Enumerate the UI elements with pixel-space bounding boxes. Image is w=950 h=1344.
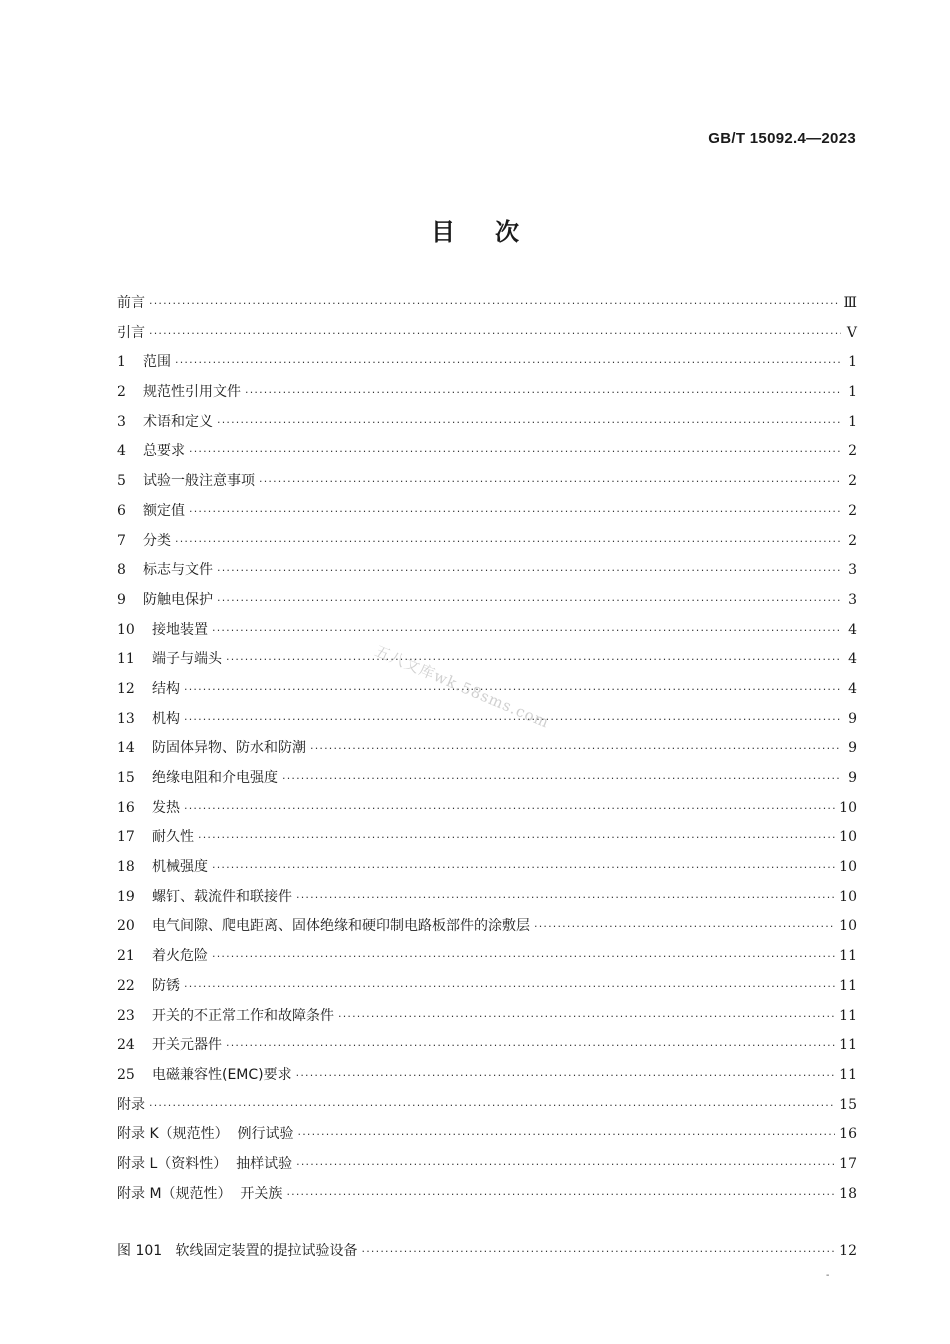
toc-entry[interactable] — [117, 856, 857, 886]
toc-entry-label: 防固体异物、防水和防潮 — [152, 740, 306, 757]
toc-entry[interactable] — [117, 292, 857, 322]
toc-entry-label: 附录 L（资料性） 抽样试验 — [117, 1155, 293, 1172]
toc-entry-page: 15 — [839, 1096, 857, 1113]
toc-entry-label: 机构 — [152, 710, 180, 727]
toc-entry-page: 9 — [848, 710, 857, 727]
leader-dots — [175, 535, 841, 548]
toc-entry[interactable] — [117, 1153, 857, 1183]
toc-entry[interactable] — [117, 945, 857, 975]
toc-entry-page: 10 — [839, 799, 857, 816]
toc-entry-number: 7 — [117, 532, 126, 549]
toc-entry-number: 16 — [117, 799, 135, 816]
toc-entry[interactable] — [117, 470, 857, 500]
toc-entry[interactable] — [117, 826, 857, 856]
toc-entry-number: 5 — [117, 473, 126, 490]
leader-dots — [212, 861, 835, 874]
toc-entry-number: 20 — [117, 918, 135, 935]
toc-entry[interactable] — [117, 530, 857, 560]
toc-entry-page: 1 — [848, 384, 857, 401]
toc-entry-page: 10 — [839, 888, 857, 905]
toc-entry-number: 14 — [117, 740, 135, 757]
leader-dots — [184, 683, 841, 696]
toc-entry-page: 11 — [839, 1007, 857, 1024]
toc-entry-label: 机械强度 — [152, 859, 208, 876]
toc-entry-page: 2 — [848, 473, 857, 490]
toc-entry-number: 19 — [117, 888, 135, 905]
toc-entry-number: 6 — [117, 502, 126, 519]
toc-entry-label: 防锈 — [152, 977, 180, 994]
toc-entry-label: 接地装置 — [152, 621, 208, 638]
toc-entry-number: 2 — [117, 384, 126, 401]
toc-entry-label: 开关元器件 — [152, 1037, 222, 1054]
leader-dots — [296, 891, 835, 904]
standard-code: GB/T 15092.4—2023 — [708, 130, 856, 147]
toc-entry-label: 端子与端头 — [152, 651, 222, 668]
page-title: 目次 — [431, 218, 559, 246]
toc-entry-number: 4 — [117, 443, 126, 460]
toc-entry-label: 防触电保护 — [143, 591, 213, 608]
toc-entry-page: 4 — [848, 680, 857, 697]
leader-dots — [149, 297, 839, 310]
toc-entry-number: 1 — [117, 354, 126, 371]
toc-entry-label: 螺钉、载流件和联接件 — [152, 888, 292, 905]
toc-entry-label: 开关的不正常工作和故障条件 — [152, 1007, 334, 1024]
toc-entry-page: 11 — [839, 1066, 857, 1083]
leader-dots — [534, 920, 835, 933]
leader-dots — [217, 594, 841, 607]
toc-entry-page: 10 — [839, 859, 857, 876]
toc-entry-number: 17 — [117, 829, 135, 846]
toc-entry[interactable] — [117, 1094, 857, 1124]
leader-dots — [217, 564, 841, 577]
leader-dots — [189, 505, 841, 518]
toc-entry-label: 着火危险 — [152, 948, 208, 965]
toc-entry-label: 术语和定义 — [143, 413, 213, 430]
toc-entry[interactable] — [117, 1005, 857, 1035]
leader-dots — [149, 327, 841, 340]
toc-entry-number: 25 — [117, 1066, 135, 1083]
toc-entry[interactable] — [117, 589, 857, 619]
leader-dots — [338, 1010, 835, 1023]
toc-entry-number: 8 — [117, 562, 126, 579]
toc-entry-label: 耐久性 — [152, 829, 194, 846]
leader-dots — [282, 772, 841, 785]
toc-entry-page: 1 — [848, 413, 857, 430]
toc-entry-label: 规范性引用文件 — [143, 384, 241, 401]
leader-dots — [310, 742, 841, 755]
toc-entry[interactable] — [117, 1183, 857, 1213]
leader-dots — [226, 653, 841, 666]
toc-entry-number: 18 — [117, 859, 135, 876]
toc-entry[interactable] — [117, 1123, 857, 1153]
toc-entry-page: 11 — [839, 1037, 857, 1054]
toc-entry[interactable] — [117, 648, 857, 678]
toc-entry-label: 额定值 — [143, 502, 185, 519]
leader-dots — [184, 802, 835, 815]
figure-list — [117, 1240, 857, 1270]
toc-entry-page: 3 — [848, 562, 857, 579]
toc-entry-page: 2 — [848, 502, 857, 519]
toc-entry-number: 10 — [117, 621, 135, 638]
toc-entry-page: 9 — [848, 740, 857, 757]
toc-entry[interactable] — [117, 500, 857, 530]
toc-entry-label: 发热 — [152, 799, 180, 816]
leader-dots — [217, 416, 841, 429]
toc-entry[interactable] — [117, 767, 857, 797]
toc-entry-page: 2 — [848, 532, 857, 549]
leader-dots — [212, 624, 841, 637]
leader-dots — [296, 1069, 836, 1082]
toc-entry-label: 附录 — [117, 1096, 145, 1113]
toc-entry[interactable] — [117, 411, 857, 441]
figure-entry[interactable] — [117, 1240, 857, 1270]
toc-entry[interactable] — [117, 915, 857, 945]
leader-dots — [286, 1188, 835, 1201]
leader-dots — [212, 950, 835, 963]
toc-entry-page: 11 — [839, 977, 857, 994]
toc-entry[interactable] — [117, 1064, 857, 1094]
toc-entry-label: 附录 M（规范性） 开关族 — [117, 1185, 283, 1202]
toc-entry-label: 电磁兼容性(EMC)要求 — [152, 1066, 292, 1083]
toc-entry-page: Ⅲ — [843, 295, 857, 311]
toc-entry-label: 附录 K（规范性） 例行试验 — [117, 1126, 294, 1143]
toc-entry-page: 3 — [848, 591, 857, 608]
toc-entry-page: Ⅴ — [846, 324, 857, 341]
figure-entry-label: 图 101 软线固定装置的提拉试验设备 — [117, 1243, 358, 1259]
toc-entry-number: 24 — [117, 1037, 135, 1054]
toc-entry-label: 绝缘电阻和介电强度 — [152, 770, 278, 786]
toc-entry-number: 3 — [117, 413, 126, 430]
toc-entry-label: 试验一般注意事项 — [143, 473, 255, 490]
toc-entry-number: 11 — [117, 651, 135, 668]
toc-entry[interactable] — [117, 797, 857, 827]
leader-dots — [226, 1039, 835, 1052]
toc-entry[interactable] — [117, 322, 857, 352]
toc-entry-label: 标志与文件 — [143, 562, 213, 579]
leader-dots — [184, 980, 835, 993]
toc-entry-page: 1 — [848, 354, 857, 371]
toc-entry-page: 9 — [848, 770, 857, 786]
leader-dots — [362, 1245, 836, 1258]
page-mark: - — [826, 1270, 830, 1281]
toc-entry-page: 10 — [839, 829, 857, 846]
table-of-contents — [117, 292, 857, 1212]
leader-dots — [245, 386, 841, 399]
toc-entry-label: 结构 — [152, 680, 180, 697]
toc-entry-label: 引言 — [117, 324, 145, 341]
toc-entry-number: 23 — [117, 1007, 135, 1024]
toc-entry[interactable] — [117, 559, 857, 589]
toc-entry-page: 4 — [848, 651, 857, 668]
leader-dots — [149, 1099, 835, 1112]
toc-entry-number: 9 — [117, 591, 126, 608]
toc-entry-number: 21 — [117, 948, 135, 965]
figure-entry-page: 12 — [839, 1243, 857, 1259]
leader-dots — [298, 1128, 836, 1141]
toc-entry[interactable] — [117, 381, 857, 411]
toc-entry-number: 22 — [117, 977, 135, 994]
toc-entry-label: 前言 — [117, 295, 145, 311]
toc-entry-number: 13 — [117, 710, 135, 727]
toc-entry-page: 4 — [848, 621, 857, 638]
toc-entry-label: 总要求 — [143, 443, 185, 460]
toc-entry-label: 范围 — [143, 354, 171, 371]
toc-entry[interactable] — [117, 440, 857, 470]
toc-entry-label: 电气间隙、爬电距离、固体绝缘和硬印制电路板部件的涂敷层 — [152, 918, 530, 935]
toc-entry[interactable] — [117, 1034, 857, 1064]
toc-entry[interactable] — [117, 351, 857, 381]
leader-dots — [259, 475, 841, 488]
toc-entry-page: 17 — [839, 1155, 857, 1172]
toc-entry-page: 16 — [839, 1126, 857, 1143]
leader-dots — [189, 445, 841, 458]
toc-entry-page: 18 — [839, 1185, 857, 1202]
toc-entry-number: 15 — [117, 770, 135, 786]
leader-dots — [175, 356, 841, 369]
toc-entry[interactable] — [117, 737, 857, 767]
toc-entry[interactable] — [117, 619, 857, 649]
toc-entry[interactable] — [117, 708, 857, 738]
watermark: 五八文库wk.58sms.com — [372, 641, 553, 732]
toc-entry[interactable] — [117, 886, 857, 916]
toc-entry-number: 12 — [117, 680, 135, 697]
toc-entry-page: 10 — [839, 918, 857, 935]
leader-dots — [296, 1158, 835, 1171]
leader-dots — [198, 831, 835, 844]
toc-entry-label: 分类 — [143, 532, 171, 549]
toc-entry-page: 2 — [848, 443, 857, 460]
toc-entry-page: 11 — [839, 948, 857, 965]
toc-entry[interactable] — [117, 975, 857, 1005]
